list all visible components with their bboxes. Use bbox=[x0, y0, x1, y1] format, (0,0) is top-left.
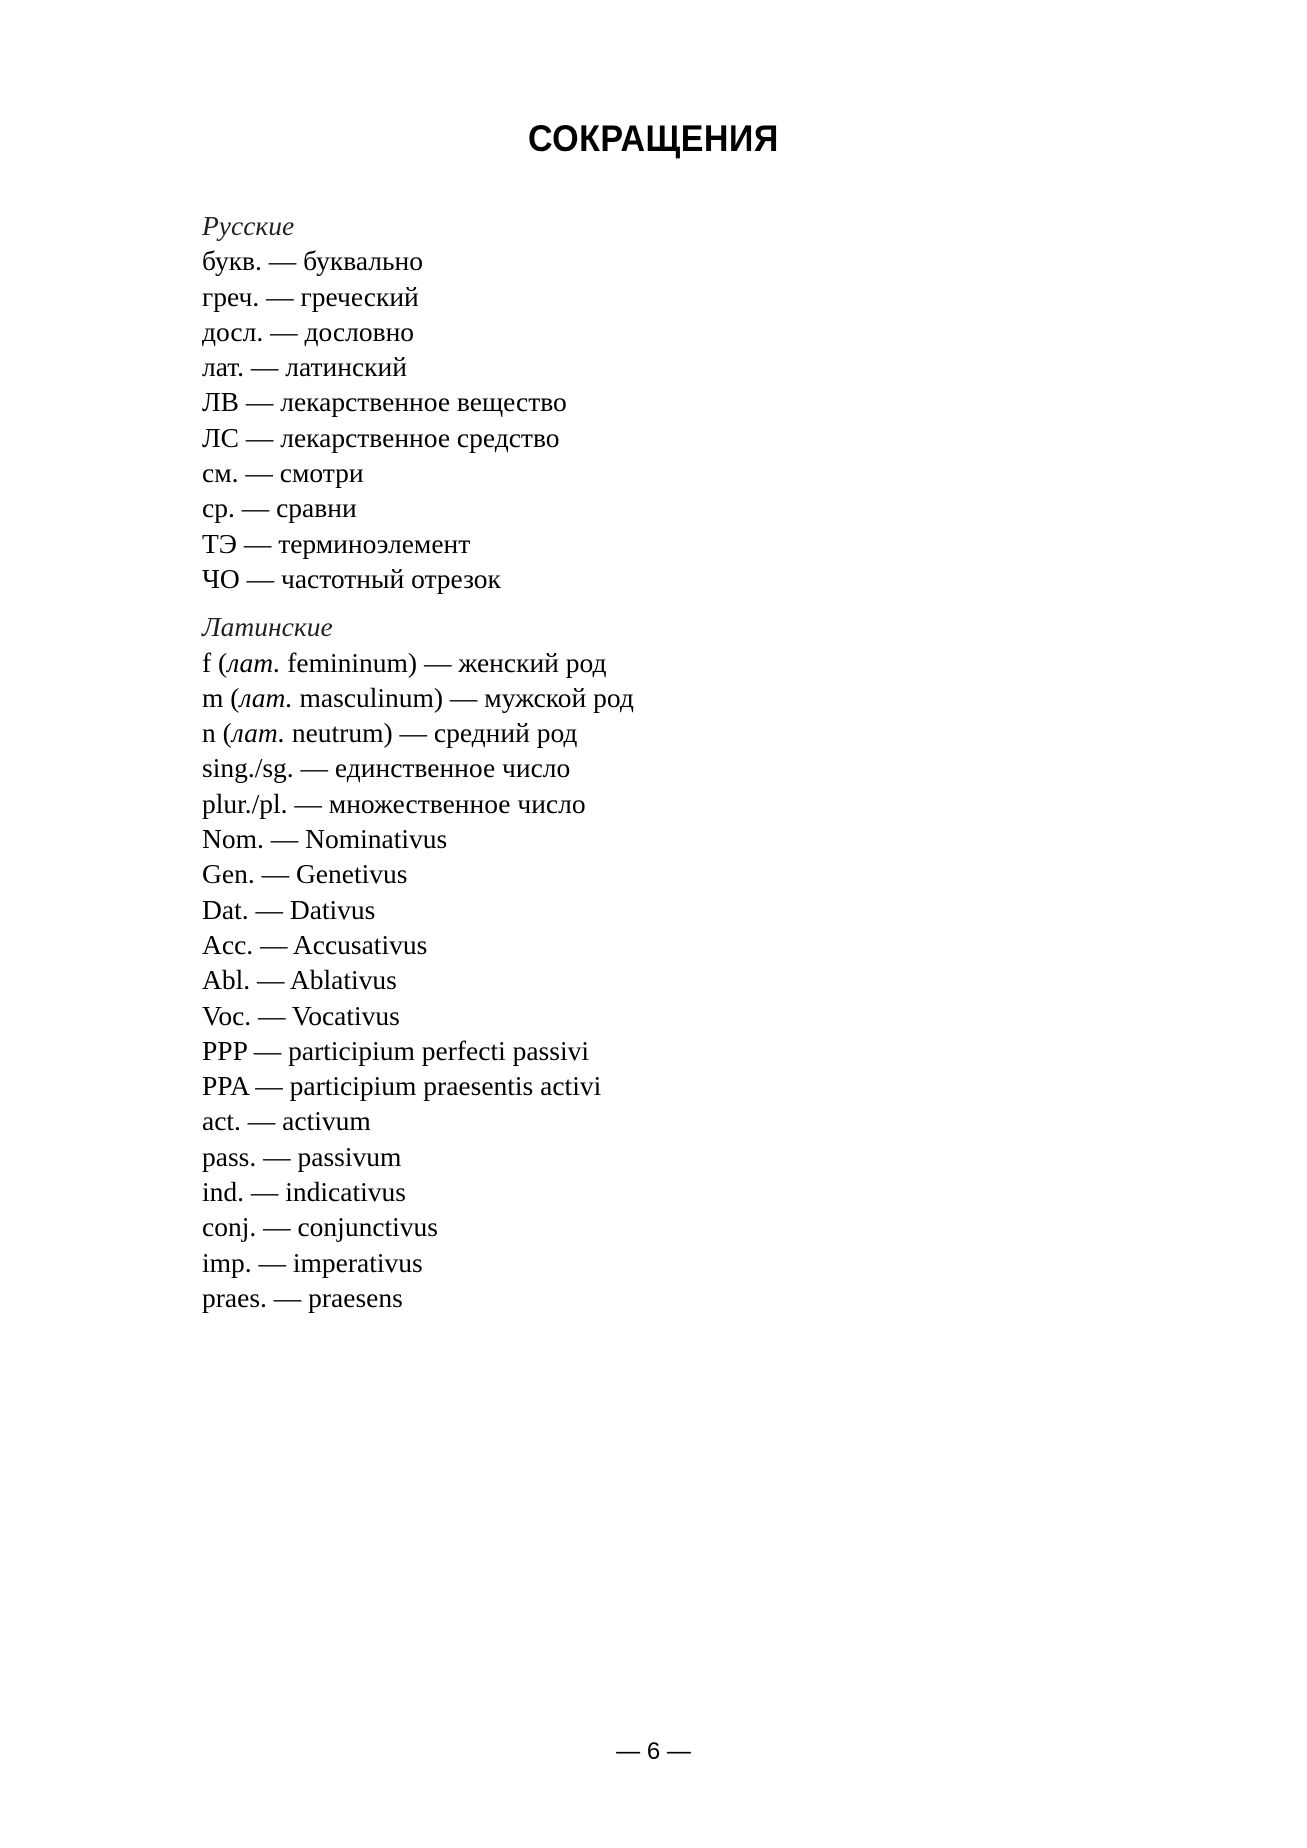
list-item: PPA — participium praesentis activi bbox=[202, 1070, 602, 1102]
list-item: Dat. — Dativus bbox=[202, 893, 376, 925]
list-item: plur./pl. — множественное число bbox=[202, 787, 586, 819]
list-item: ЛС — лекарственное средство bbox=[202, 421, 560, 453]
entry-rest: masculinum) — мужской род bbox=[292, 681, 634, 713]
list-item: Nom. — Nominativus bbox=[202, 823, 448, 855]
section-heading: Русские bbox=[202, 210, 295, 241]
list-item bbox=[202, 680, 634, 715]
section-heading: Латинские bbox=[202, 611, 333, 643]
section-latin bbox=[202, 609, 634, 1315]
list-item: praes. — praesens bbox=[202, 1281, 403, 1313]
list-item: sing./sg. — единственное число bbox=[202, 752, 571, 784]
list-item: ТЭ — терминоэлемент bbox=[202, 527, 471, 559]
list-item: досл. — дословно bbox=[202, 315, 415, 347]
list-item: PPP — participium perfecti passivi bbox=[202, 1034, 589, 1066]
list-item: Gen. — Genetivus bbox=[202, 858, 408, 890]
list-item bbox=[202, 645, 634, 680]
entry-abbr: n ( bbox=[202, 717, 232, 749]
entry-note: лат. bbox=[231, 717, 285, 749]
list-item: Voc. — Vocativus bbox=[202, 999, 400, 1031]
list-item: см. — смотри bbox=[202, 457, 364, 489]
list-item: Acc. — Accusativus bbox=[202, 928, 428, 960]
list-item: ЛВ — лекарственное вещество bbox=[202, 386, 567, 418]
list-item: Abl. — Ablativus bbox=[202, 964, 397, 996]
list-item: греч. — греческий bbox=[202, 280, 419, 312]
list-item: pass. — passivum bbox=[202, 1140, 402, 1172]
section-russian bbox=[202, 208, 634, 596]
list-item: ср. — сравни bbox=[202, 492, 357, 524]
list-item: act. — activum bbox=[202, 1105, 371, 1137]
list-item: imp. — imperativus bbox=[202, 1246, 423, 1278]
entry-rest: femininum) — женский род bbox=[280, 646, 607, 678]
list-item: ind. — indicativus bbox=[202, 1176, 406, 1208]
entry-abbr: f ( bbox=[202, 646, 228, 678]
list-item: ЧО — частотный отрезок bbox=[202, 562, 501, 594]
entry-rest: neutrum) — средний род bbox=[284, 717, 578, 749]
list-item: лат. — латинский bbox=[202, 351, 407, 383]
entry-abbr: m ( bbox=[202, 681, 240, 713]
list-item: conj. — conjunctivus bbox=[202, 1211, 439, 1243]
entry-note: лат. bbox=[239, 681, 293, 713]
page-number: — 6 — bbox=[616, 1738, 691, 1765]
entry-note: лат. bbox=[227, 646, 281, 678]
abbreviations-list bbox=[202, 208, 634, 1315]
page-title: СОКРАЩЕНИЯ bbox=[527, 118, 779, 159]
list-item bbox=[202, 715, 634, 750]
list-item: букв. — буквально bbox=[202, 245, 424, 277]
